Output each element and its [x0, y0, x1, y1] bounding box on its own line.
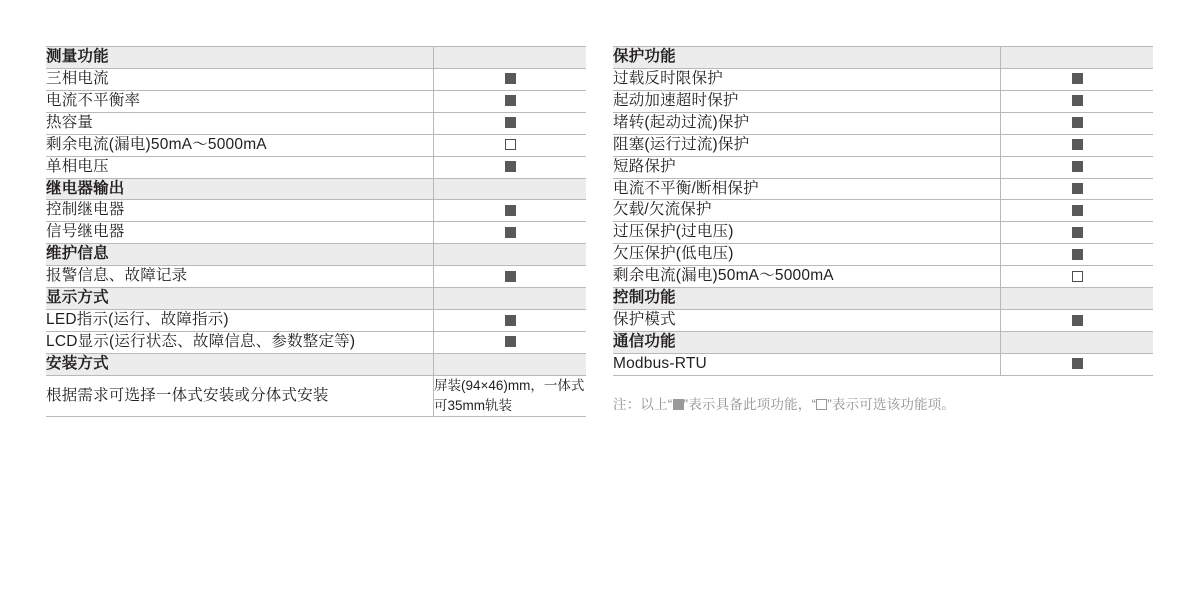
open-square-icon — [1072, 271, 1083, 282]
section-header-row — [46, 47, 586, 69]
section-label: 通信功能 — [613, 331, 1001, 353]
table-row — [613, 156, 1153, 178]
left-column — [46, 46, 586, 417]
table-row — [613, 134, 1153, 156]
row-mark — [434, 353, 587, 375]
table-row — [46, 222, 586, 244]
filled-square-icon — [505, 315, 516, 326]
filled-square-icon — [505, 336, 516, 347]
filled-square-icon — [1072, 249, 1083, 260]
row-label: 信号继电器 — [46, 222, 434, 244]
row-mark — [434, 68, 587, 90]
open-square-icon — [816, 399, 827, 410]
filled-square-icon — [505, 117, 516, 128]
row-mark — [434, 266, 587, 288]
section-header-row — [613, 288, 1153, 310]
section-label: 测量功能 — [46, 47, 434, 69]
row-mark — [1001, 288, 1154, 310]
filled-square-icon — [1072, 358, 1083, 369]
section-header-row — [46, 178, 586, 200]
row-mark — [1001, 68, 1154, 90]
row-mark — [1001, 90, 1154, 112]
filled-square-icon — [673, 399, 684, 410]
table-row — [613, 266, 1153, 288]
table-row — [46, 266, 586, 288]
row-mark — [1001, 178, 1154, 200]
row-label: 堵转(起动过流)保护 — [613, 112, 1001, 134]
row-mark — [1001, 134, 1154, 156]
filled-square-icon — [505, 227, 516, 238]
row-mark — [434, 244, 587, 266]
row-mark — [1001, 112, 1154, 134]
row-label: 控制继电器 — [46, 200, 434, 222]
table-row — [613, 178, 1153, 200]
row-label: 热容量 — [46, 112, 434, 134]
table-row — [613, 200, 1153, 222]
filled-square-icon — [1072, 227, 1083, 238]
table-row — [613, 90, 1153, 112]
table-row — [613, 222, 1153, 244]
filled-square-icon — [505, 161, 516, 172]
filled-square-icon — [1072, 139, 1083, 150]
filled-square-icon — [1072, 183, 1083, 194]
row-mark — [434, 90, 587, 112]
row-label: 报警信息、故障记录 — [46, 266, 434, 288]
row-label: 电流不平衡率 — [46, 90, 434, 112]
section-header-row — [46, 244, 586, 266]
row-mark — [434, 178, 587, 200]
row-mark — [434, 288, 587, 310]
table-row — [46, 310, 586, 332]
section-label: 继电器输出 — [46, 178, 434, 200]
filled-square-icon — [1072, 95, 1083, 106]
measurement-spec-table — [46, 46, 586, 417]
filled-square-icon — [1072, 117, 1083, 128]
section-label: 维护信息 — [46, 244, 434, 266]
row-mark — [434, 200, 587, 222]
row-label: 剩余电流(漏电)50mA～5000mA — [613, 266, 1001, 288]
row-mark — [434, 310, 587, 332]
left-table-body — [46, 47, 586, 417]
row-mark — [1001, 353, 1154, 375]
table-row — [46, 134, 586, 156]
row-label: 过压保护(过电压) — [613, 222, 1001, 244]
protection-spec-table — [613, 46, 1153, 376]
row-mark — [1001, 47, 1154, 69]
filled-square-icon — [505, 271, 516, 282]
row-label: 电流不平衡/断相保护 — [613, 178, 1001, 200]
right-column — [613, 46, 1153, 415]
row-mark — [434, 331, 587, 353]
row-mark — [1001, 200, 1154, 222]
row-mark — [1001, 310, 1154, 332]
footnote-prefix: 注：以上“ — [613, 396, 673, 412]
section-header-row — [46, 353, 586, 375]
row-mark — [434, 134, 587, 156]
row-label: 过载反时限保护 — [613, 68, 1001, 90]
filled-square-icon — [1072, 73, 1083, 84]
row-mark — [1001, 331, 1154, 353]
row-label: 单相电压 — [46, 156, 434, 178]
table-row — [46, 112, 586, 134]
row-label: 起动加速超时保护 — [613, 90, 1001, 112]
open-square-icon — [505, 139, 516, 150]
row-mark — [434, 156, 587, 178]
row-label: 欠压保护(低电压) — [613, 244, 1001, 266]
row-label: 短路保护 — [613, 156, 1001, 178]
row-label: 根据需求可选择一体式安装或分体式安装 — [46, 375, 434, 417]
row-label: 剩余电流(漏电)50mA～5000mA — [46, 134, 434, 156]
footnote — [613, 394, 1153, 416]
row-mark — [1001, 156, 1154, 178]
table-row — [46, 68, 586, 90]
row-label: 阻塞(运行过流)保护 — [613, 134, 1001, 156]
row-label: 保护模式 — [613, 310, 1001, 332]
table-row — [46, 331, 586, 353]
table-row — [46, 156, 586, 178]
table-row — [613, 112, 1153, 134]
row-label: Modbus-RTU — [613, 353, 1001, 375]
installation-note-row — [46, 375, 586, 417]
filled-square-icon — [505, 205, 516, 216]
row-mark — [1001, 244, 1154, 266]
row-label: LED指示(运行、故障指示) — [46, 310, 434, 332]
section-label: 保护功能 — [613, 47, 1001, 69]
filled-square-icon — [505, 95, 516, 106]
section-label: 控制功能 — [613, 288, 1001, 310]
row-mark — [434, 222, 587, 244]
section-header-row — [613, 331, 1153, 353]
section-header-row — [613, 47, 1153, 69]
table-row — [613, 353, 1153, 375]
table-row — [613, 68, 1153, 90]
right-table-body — [613, 47, 1153, 376]
row-label: 三相电流 — [46, 68, 434, 90]
filled-square-icon — [1072, 205, 1083, 216]
table-row — [46, 200, 586, 222]
section-label: 显示方式 — [46, 288, 434, 310]
row-mark — [434, 112, 587, 134]
filled-square-icon — [1072, 161, 1083, 172]
section-label: 安装方式 — [46, 353, 434, 375]
installation-dimensions: 屏装(94×46)mm，一体式可35mm轨装 — [434, 375, 587, 417]
table-row — [613, 310, 1153, 332]
row-mark — [434, 47, 587, 69]
section-header-row — [46, 288, 586, 310]
table-row — [46, 90, 586, 112]
filled-square-icon — [1072, 315, 1083, 326]
row-label: 欠载/欠流保护 — [613, 200, 1001, 222]
row-label: LCD显示(运行状态、故障信息、参数整定等) — [46, 331, 434, 353]
footnote-suffix: ”表示可选该功能项。 — [827, 396, 956, 412]
row-mark — [1001, 266, 1154, 288]
row-mark — [1001, 222, 1154, 244]
table-row — [613, 244, 1153, 266]
filled-square-icon — [505, 73, 516, 84]
footnote-middle: ”表示具备此项功能，“ — [683, 396, 817, 412]
